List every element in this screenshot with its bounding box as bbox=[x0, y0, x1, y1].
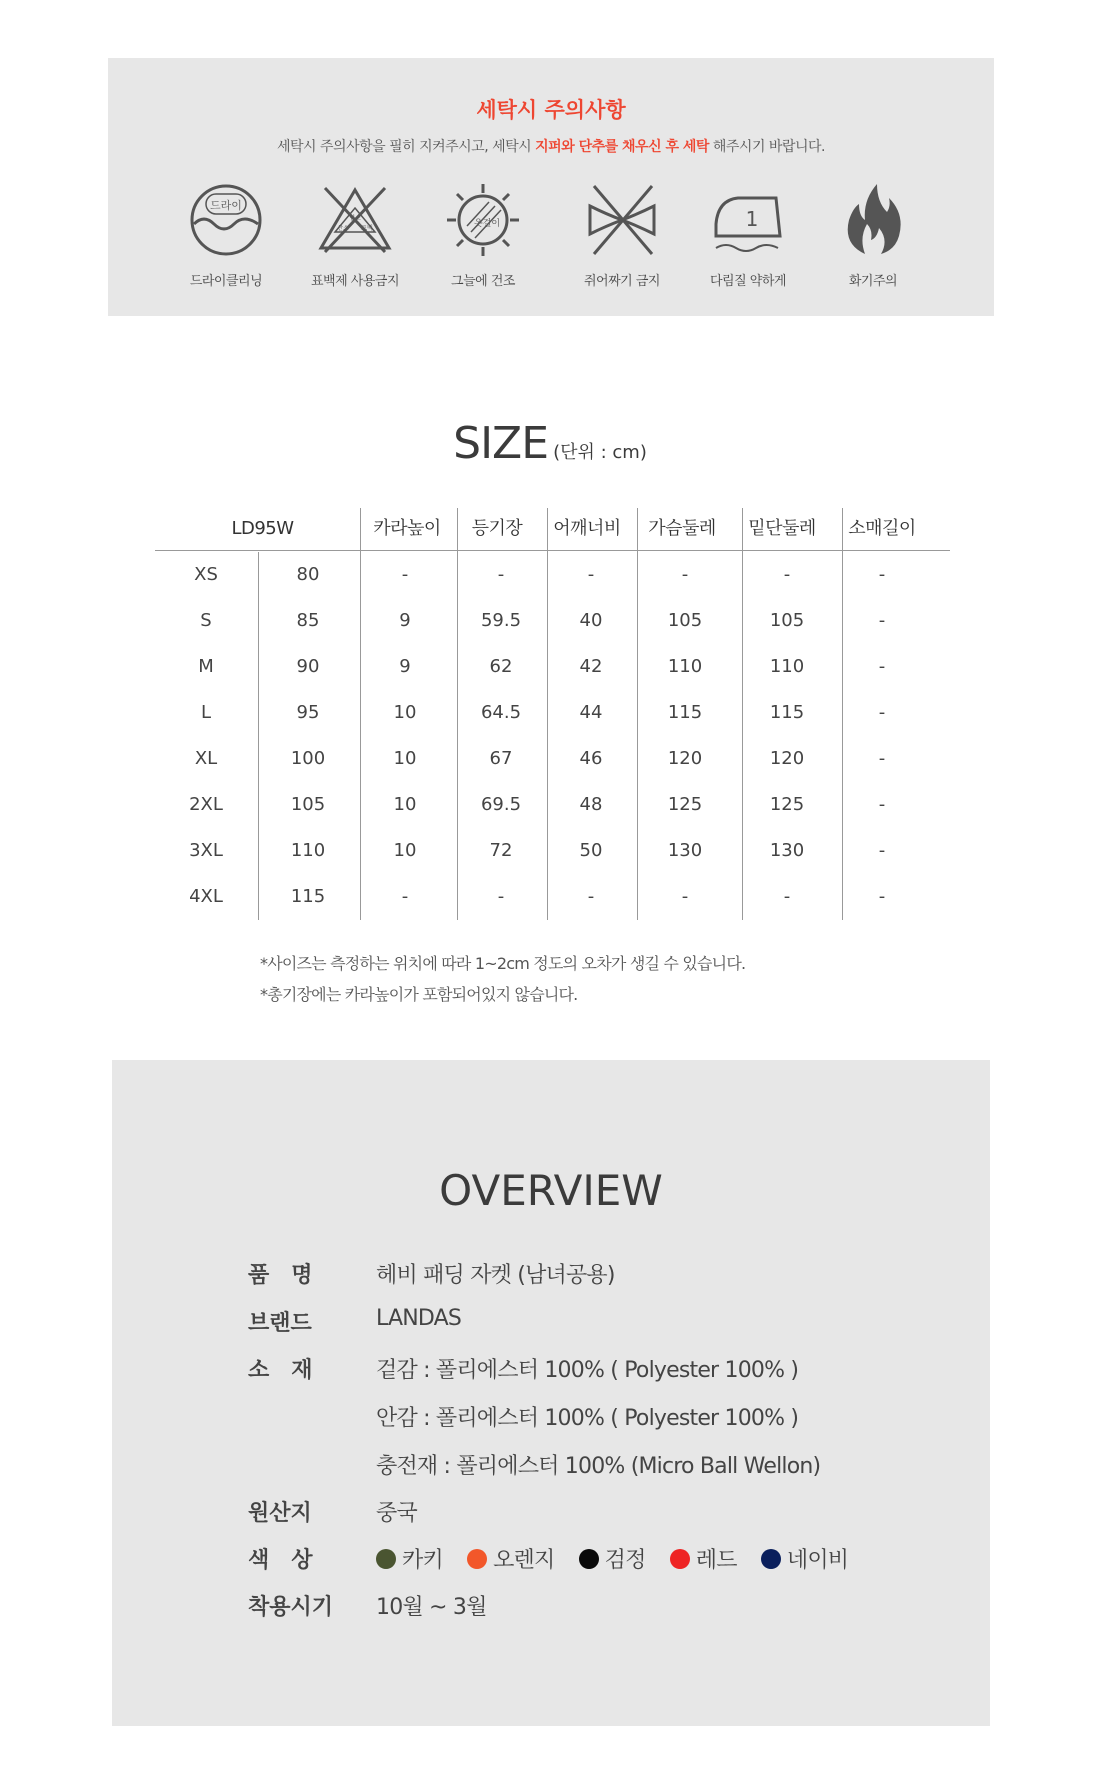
size-title bbox=[0, 418, 1100, 469]
cell-chest: - bbox=[681, 564, 689, 585]
product-name-value: 헤비 패딩 자켓 (남녀공용) bbox=[376, 1263, 615, 1288]
cell-model-size: 85 bbox=[296, 610, 320, 631]
cell-chest: 130 bbox=[667, 840, 703, 861]
cell-shoulder: - bbox=[587, 564, 595, 585]
no-bleach-icon bbox=[310, 180, 400, 260]
cell-size: XS bbox=[194, 564, 218, 585]
cell-back-length: 72 bbox=[489, 840, 513, 861]
header-shoulder: 어깨너비 bbox=[553, 518, 621, 539]
column-divider bbox=[457, 508, 458, 920]
brand-value: LANDAS bbox=[376, 1306, 462, 1331]
cell-back-length: - bbox=[497, 564, 505, 585]
color-name-black: 검정 bbox=[604, 1548, 646, 1573]
cell-back-length: - bbox=[497, 886, 505, 907]
cell-sleeve: - bbox=[878, 840, 886, 861]
cell-shoulder: 42 bbox=[579, 656, 603, 677]
column-divider bbox=[637, 508, 638, 920]
cell-size: L bbox=[200, 702, 212, 723]
size-note-1: *사이즈는 측정하는 위치에 따라 1~2cm 정도의 오차가 생길 수 있습니다. bbox=[260, 954, 746, 973]
color-navy bbox=[761, 1543, 848, 1574]
header-collar: 카라높이 bbox=[373, 518, 441, 539]
cell-back-length: 64.5 bbox=[480, 702, 522, 723]
swatch-khaki bbox=[376, 1549, 396, 1569]
header-divider bbox=[155, 550, 950, 551]
material-filling: 충전재 : 폴리에스터 100% (Micro Ball Wellon) bbox=[376, 1454, 821, 1479]
color-list bbox=[376, 1543, 866, 1574]
cell-sleeve: - bbox=[878, 702, 886, 723]
dry-clean-icon bbox=[181, 180, 271, 260]
cell-model-size: 95 bbox=[296, 702, 320, 723]
size-title-text: SIZE bbox=[453, 418, 548, 469]
brand-label: 브랜드 bbox=[248, 1311, 312, 1336]
care-label-no-wring: 쥐어짜기 금지 bbox=[584, 274, 660, 289]
season-value: 10월 ~ 3월 bbox=[376, 1595, 487, 1620]
iron-low-icon-text: 1 bbox=[745, 207, 759, 231]
cell-model-size: 115 bbox=[290, 886, 326, 907]
cell-shoulder: 46 bbox=[579, 748, 603, 769]
care-label-dry-clean: 드라이클리닝 bbox=[189, 274, 263, 289]
swatch-navy bbox=[761, 1549, 781, 1569]
cell-sleeve: - bbox=[878, 656, 886, 677]
cell-model-size: 110 bbox=[290, 840, 326, 861]
swatch-orange bbox=[467, 1549, 487, 1569]
material-outer: 겉감 : 폴리에스터 100% ( Polyester 100% ) bbox=[376, 1358, 799, 1383]
cell-hem: - bbox=[783, 886, 791, 907]
overview-title: OVERVIEW bbox=[439, 1166, 663, 1215]
cell-hem: 120 bbox=[769, 748, 805, 769]
material-lining: 안감 : 폴리에스터 100% ( Polyester 100% ) bbox=[376, 1406, 799, 1431]
color-label: 색 상 bbox=[248, 1548, 313, 1573]
cell-sleeve: - bbox=[878, 564, 886, 585]
cell-size: S bbox=[200, 610, 212, 631]
cell-sleeve: - bbox=[878, 748, 886, 769]
cell-model-size: 105 bbox=[290, 794, 326, 815]
cell-sleeve: - bbox=[878, 610, 886, 631]
cell-hem: 110 bbox=[769, 656, 805, 677]
care-subtitle-post: 해주시기 바랍니다. bbox=[708, 139, 825, 155]
color-orange bbox=[467, 1543, 554, 1574]
cell-size: 3XL bbox=[189, 840, 223, 861]
cell-sleeve: - bbox=[878, 886, 886, 907]
cell-collar: - bbox=[401, 886, 409, 907]
care-subtitle-highlight: 지퍼와 단추를 채우신 후 세탁 bbox=[535, 139, 709, 155]
overview-section bbox=[112, 1060, 990, 1726]
size-table bbox=[155, 508, 950, 918]
cell-size: XL bbox=[194, 748, 218, 769]
cell-chest: - bbox=[681, 886, 689, 907]
header-hem: 밑단둘레 bbox=[748, 518, 816, 539]
cell-shoulder: 44 bbox=[579, 702, 603, 723]
column-divider bbox=[842, 508, 843, 920]
color-black bbox=[579, 1543, 646, 1574]
swatch-black bbox=[579, 1549, 599, 1569]
cell-back-length: 62 bbox=[489, 656, 513, 677]
cell-collar: 10 bbox=[393, 794, 417, 815]
cell-sleeve: - bbox=[878, 794, 886, 815]
cell-shoulder: 50 bbox=[579, 840, 603, 861]
color-khaki bbox=[376, 1543, 443, 1574]
care-label-no-bleach: 표백제 사용금지 bbox=[310, 274, 400, 289]
cell-hem: 125 bbox=[769, 794, 805, 815]
cell-chest: 115 bbox=[667, 702, 703, 723]
cell-collar: 10 bbox=[393, 840, 417, 861]
size-note-2: *총기장에는 카라높이가 포함되어있지 않습니다. bbox=[260, 985, 578, 1004]
cell-collar: 9 bbox=[399, 610, 411, 631]
cell-chest: 105 bbox=[667, 610, 703, 631]
no-bleach-icon-text-right: 표백 bbox=[361, 225, 373, 232]
flame-icon bbox=[828, 180, 918, 260]
cell-chest: 125 bbox=[667, 794, 703, 815]
care-label-shade-dry: 그늘에 건조 bbox=[451, 274, 515, 289]
header-back-length: 등기장 bbox=[471, 518, 523, 539]
color-name-orange: 오렌지 bbox=[493, 1548, 555, 1573]
shade-dry-icon bbox=[438, 180, 528, 260]
care-label-flame: 화기주의 bbox=[848, 274, 898, 289]
cell-shoulder: - bbox=[587, 886, 595, 907]
cell-model-size: 90 bbox=[296, 656, 320, 677]
no-bleach-icon-text-top: 염소 bbox=[349, 215, 361, 222]
shade-dry-icon-text: 옷걸이 bbox=[473, 219, 501, 229]
no-wring-icon bbox=[577, 180, 667, 260]
cell-model-size: 80 bbox=[296, 564, 320, 585]
column-divider bbox=[547, 508, 548, 920]
cell-size: 4XL bbox=[189, 886, 223, 907]
size-unit: (단위 : cm) bbox=[553, 442, 647, 463]
cell-size: M bbox=[198, 656, 214, 677]
cell-size: 2XL bbox=[189, 794, 223, 815]
cell-shoulder: 48 bbox=[579, 794, 603, 815]
care-label-iron-low: 다림질 약하게 bbox=[710, 274, 786, 289]
origin-label: 원산지 bbox=[248, 1501, 312, 1526]
care-section bbox=[108, 58, 994, 316]
origin-value: 중국 bbox=[376, 1501, 417, 1526]
column-divider bbox=[360, 508, 361, 920]
cell-hem: 105 bbox=[769, 610, 805, 631]
color-name-khaki: 카키 bbox=[402, 1548, 443, 1573]
cell-hem: 130 bbox=[769, 840, 805, 861]
cell-collar: 10 bbox=[393, 702, 417, 723]
cell-chest: 110 bbox=[667, 656, 703, 677]
cell-collar: - bbox=[401, 564, 409, 585]
product-name-label: 품 명 bbox=[248, 1263, 313, 1288]
cell-back-length: 69.5 bbox=[480, 794, 522, 815]
header-model: LD95W bbox=[231, 518, 294, 539]
cell-model-size: 100 bbox=[290, 748, 326, 769]
size-notes bbox=[260, 948, 745, 1010]
cell-hem: 115 bbox=[769, 702, 805, 723]
column-divider bbox=[742, 508, 743, 920]
care-subtitle bbox=[108, 136, 994, 156]
color-red bbox=[670, 1543, 737, 1574]
dry-clean-icon-text: 드라이 bbox=[210, 199, 242, 212]
cell-hem: - bbox=[783, 564, 791, 585]
header-chest: 가슴둘레 bbox=[648, 518, 716, 539]
cell-collar: 10 bbox=[393, 748, 417, 769]
column-divider bbox=[258, 552, 259, 920]
care-title: 세탁시 주의사항 bbox=[476, 98, 626, 122]
care-subtitle-pre: 세탁시 주의사항을 필히 지켜주시고, 세탁시 bbox=[277, 139, 536, 155]
cell-collar: 9 bbox=[399, 656, 411, 677]
iron-low-icon bbox=[703, 180, 793, 260]
no-bleach-icon-text-left: 산소 bbox=[337, 225, 349, 232]
cell-shoulder: 40 bbox=[579, 610, 603, 631]
cell-back-length: 67 bbox=[489, 748, 513, 769]
season-label: 착용시기 bbox=[248, 1595, 334, 1620]
color-name-red: 레드 bbox=[695, 1548, 737, 1573]
material-label: 소 재 bbox=[248, 1358, 313, 1383]
cell-chest: 120 bbox=[667, 748, 703, 769]
color-name-navy: 네이비 bbox=[786, 1548, 849, 1573]
swatch-red bbox=[670, 1549, 690, 1569]
cell-back-length: 59.5 bbox=[480, 610, 522, 631]
header-sleeve: 소매길이 bbox=[848, 518, 916, 539]
